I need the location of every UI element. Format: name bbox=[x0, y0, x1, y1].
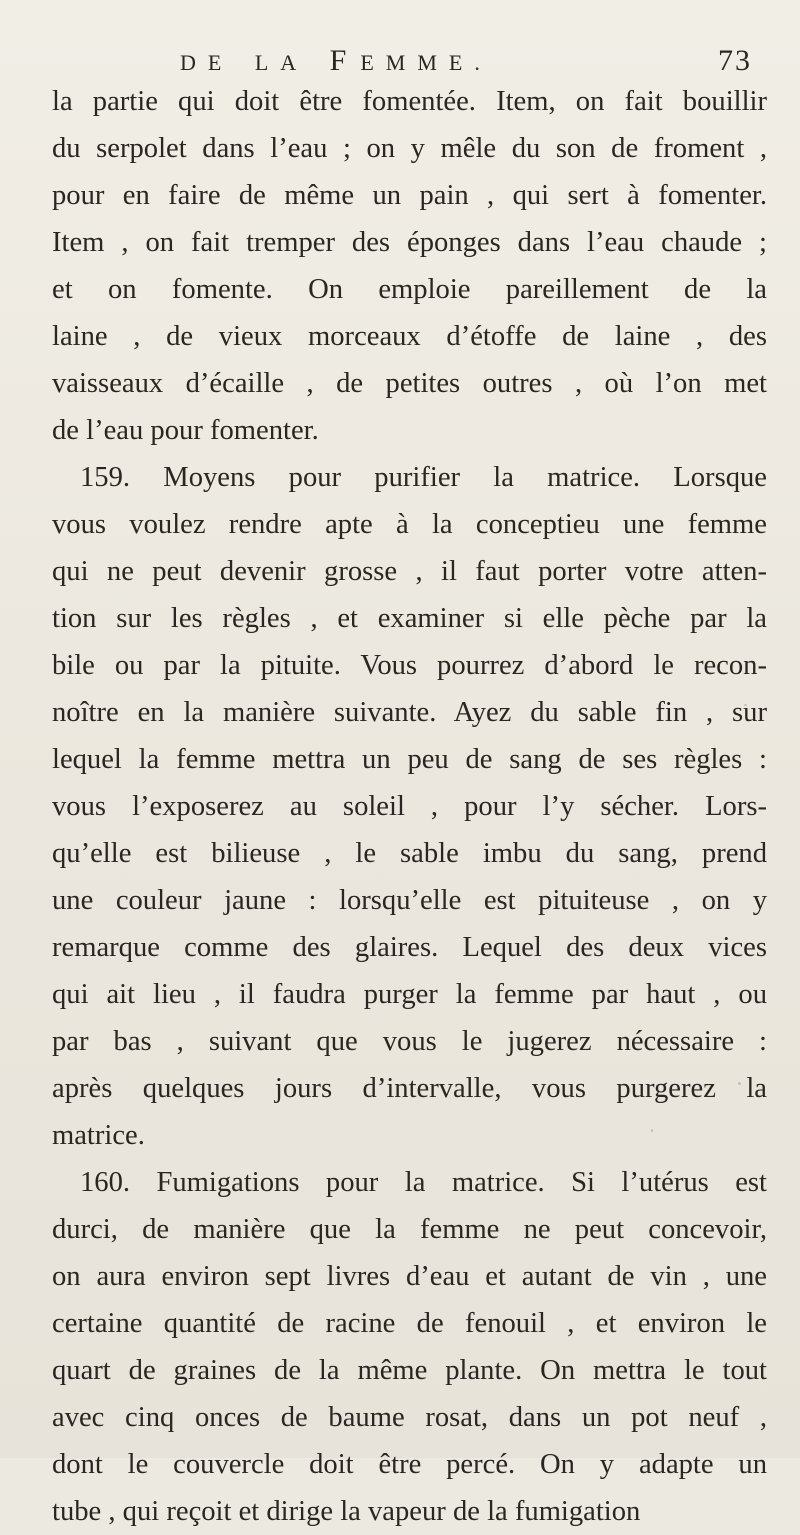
text-line: lequel la femme mettra un peu de sang de ses règles : bbox=[52, 744, 767, 775]
text-line: noître en la manière suivante. Ayez du sable fin , sur bbox=[52, 697, 767, 728]
text-line: qui ne peut devenir grosse , il faut porter votre atten- bbox=[52, 556, 767, 587]
paper-speck bbox=[744, 704, 747, 706]
text-line: par bas , suivant que vous le jugerez nécessaire : bbox=[52, 1026, 767, 1057]
page-number: 73 bbox=[718, 44, 752, 77]
text-line: vous voulez rendre apte à la conceptieu une femme bbox=[52, 509, 767, 540]
text-line: qu’elle est bilieuse , le sable imbu du sang, prend bbox=[52, 838, 767, 869]
text-line: durci, de manière que la femme ne peut concevoir, bbox=[52, 1214, 767, 1245]
text-line: quart de graines de la même plante. On mettra le tout bbox=[52, 1355, 767, 1386]
text-line: et on fomente. On emploie pareillement de la bbox=[52, 274, 767, 305]
text-line: dont le couvercle doit être percé. On y adapte un bbox=[52, 1449, 767, 1480]
text-line: vaisseaux d’écaille , de petites outres , où l’on met bbox=[52, 368, 767, 399]
text-line: tube , qui reçoit et dirige la vapeur de la fumigation bbox=[52, 1496, 641, 1527]
body-text bbox=[52, 78, 767, 1535]
text-line: vous l’exposerez au soleil , pour l’y sécher. Lors- bbox=[52, 791, 767, 822]
text-line: de l’eau pour fomenter. bbox=[52, 415, 319, 446]
text-line: du serpolet dans l’eau ; on y mêle du son de froment , bbox=[52, 133, 767, 164]
text-line: matrice. bbox=[52, 1120, 145, 1151]
running-head-femme-initial: F bbox=[329, 44, 361, 77]
text-line: qui ait lieu , il faudra purger la femme par haut , ou bbox=[52, 979, 767, 1010]
running-head-la: LA bbox=[254, 50, 309, 75]
running-head-femme-rest: EMME. bbox=[360, 50, 492, 75]
text-line: la partie qui doit être fomentée. Item, on fait bouillir bbox=[52, 86, 767, 117]
text-line: bile ou par la pituite. Vous pourrez d’abord le recon- bbox=[52, 650, 767, 681]
text-line: Item , on fait tremper des éponges dans l’eau chaude ; bbox=[52, 227, 767, 258]
text-line: remarque comme des glaires. Lequel des deux vices bbox=[52, 932, 767, 963]
text-line: laine , de vieux morceaux d’étoffe de laine , des bbox=[52, 321, 767, 352]
paper-speck bbox=[651, 1129, 653, 1132]
paper-speck bbox=[738, 1082, 741, 1085]
text-line: pour en faire de même un pain , qui sert à fomenter. bbox=[52, 180, 767, 211]
text-line: après quelques jours d’intervalle, vous purgerez la bbox=[52, 1073, 767, 1104]
text-line: certaine quantité de racine de fenouil , et environ le bbox=[52, 1308, 767, 1339]
text-line: avec cinq onces de baume rosat, dans un pot neuf , bbox=[52, 1402, 767, 1433]
text-line: on aura environ sept livres d’eau et autant de vin , une bbox=[52, 1261, 767, 1292]
paragraph-160-start: 160. Fumigations pour la matrice. Si l’utérus est bbox=[80, 1167, 767, 1198]
text-line: une couleur jaune : lorsqu’elle est pituiteuse , on y bbox=[52, 885, 767, 916]
paragraph-159-start: 159. Moyens pour purifier la matrice. Lorsque bbox=[80, 462, 767, 493]
text-line: tion sur les règles , et examiner si elle pèche par la bbox=[52, 603, 767, 634]
running-head-de: DE bbox=[180, 50, 234, 75]
